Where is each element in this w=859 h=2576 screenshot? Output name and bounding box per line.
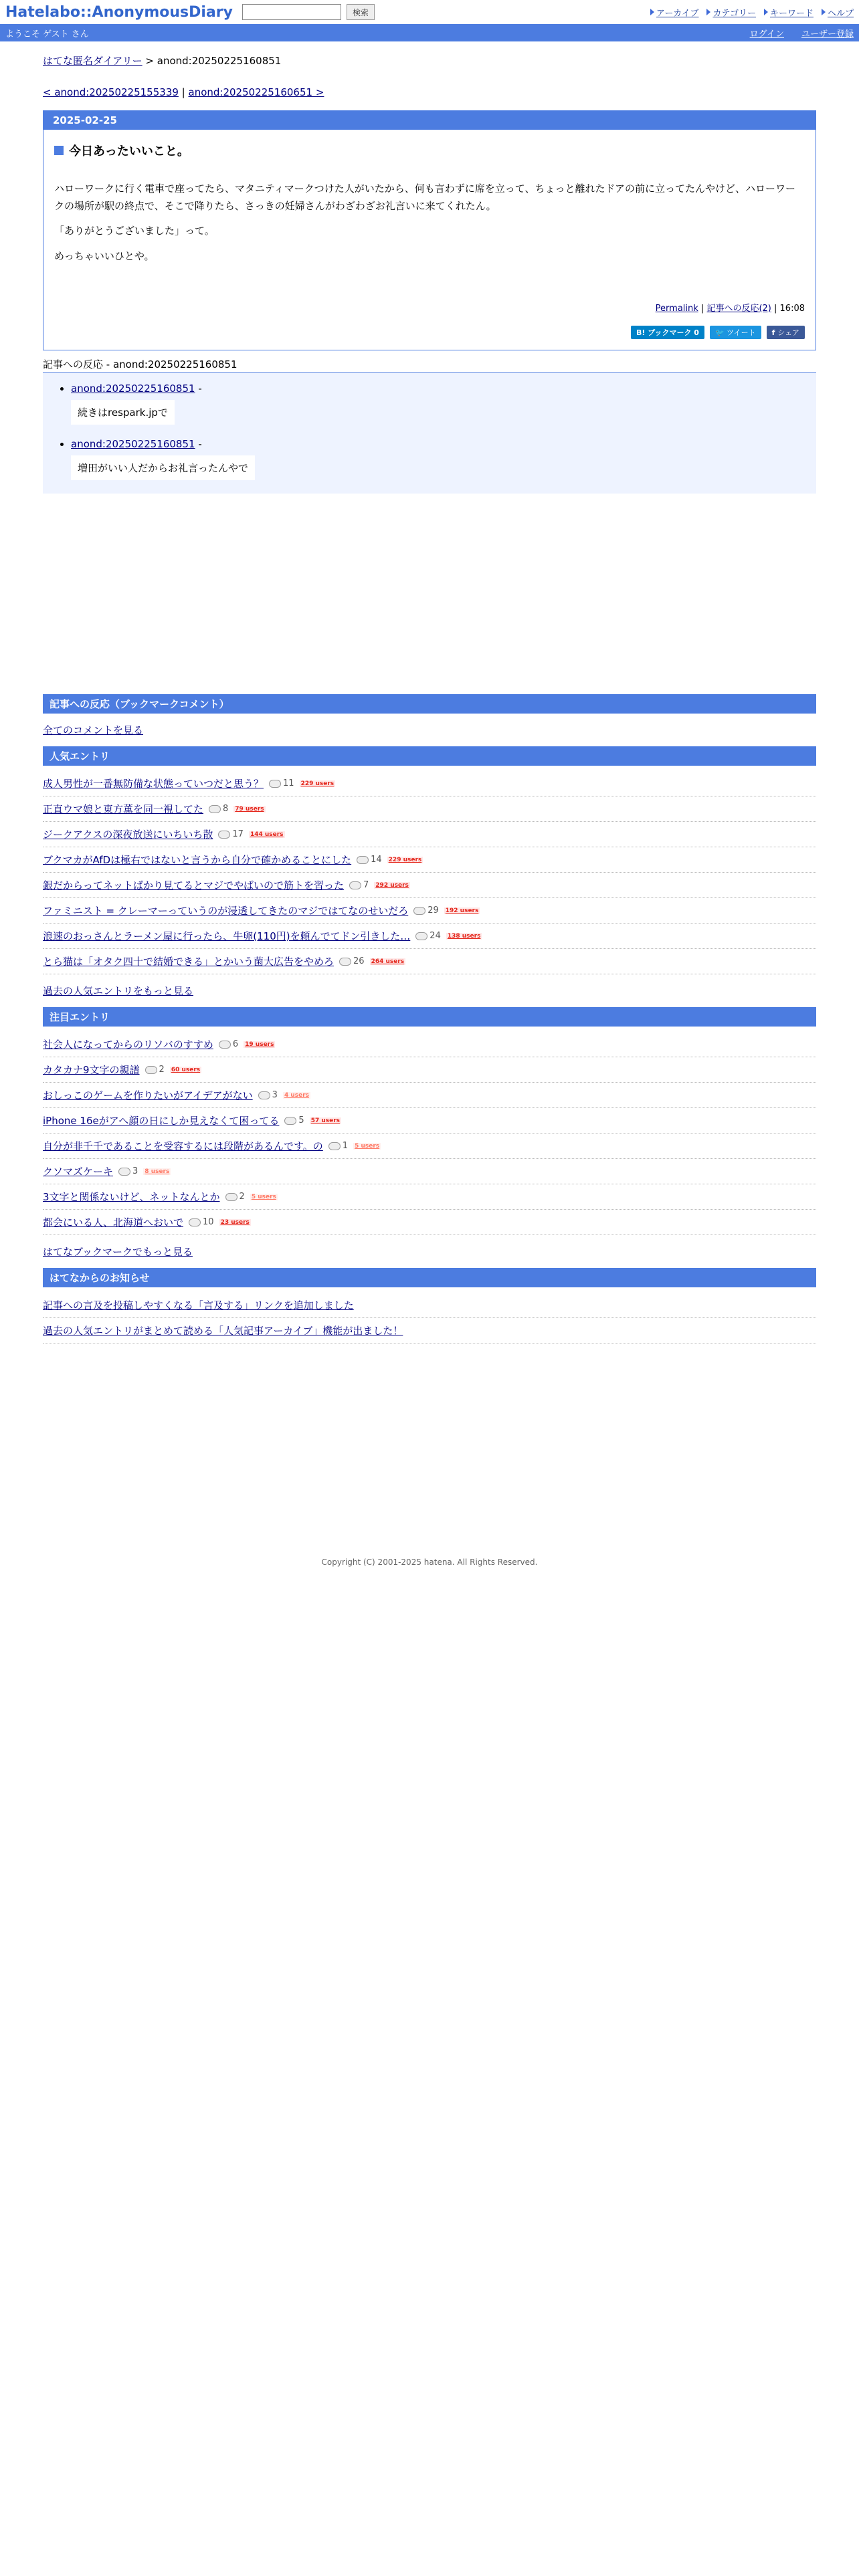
comment-count-value: 3	[132, 1166, 138, 1176]
entry-paragraph: 「ありがとうございました」って。	[54, 225, 215, 237]
square-icon	[54, 146, 64, 155]
comment-count[interactable]	[339, 956, 365, 966]
users-badge[interactable]: 5 users	[251, 1193, 276, 1200]
comment-count[interactable]	[349, 880, 369, 890]
users-badge[interactable]: 8 users	[145, 1168, 170, 1175]
entry-title-text: 今日あったいいこと。	[69, 144, 189, 158]
comment-bubble-icon	[189, 1218, 201, 1226]
reactions-count-link[interactable]: 記事への反応(2)	[706, 304, 771, 314]
welcome-bar	[0, 24, 859, 41]
breadcrumb-separator: >	[142, 55, 157, 67]
users-badge[interactable]: 138 users	[447, 932, 481, 940]
nav-keyword[interactable]	[764, 6, 814, 19]
popular-entries-heading: 人気エントリ	[43, 746, 816, 766]
share-buttons	[54, 326, 805, 339]
list-item	[43, 1159, 816, 1184]
news-item	[43, 1293, 816, 1318]
main-content	[43, 41, 816, 1567]
comment-count-value: 2	[239, 1192, 245, 1202]
comment-count[interactable]	[219, 1039, 238, 1049]
entry-link[interactable]: クソマズケーキ	[43, 1166, 114, 1178]
comment-count-value: 24	[430, 931, 441, 941]
comment-bubble-icon	[225, 1193, 237, 1201]
users-badge[interactable]: 4 users	[284, 1091, 309, 1099]
list-item	[43, 771, 816, 796]
comment-count-value: 8	[223, 804, 229, 814]
entry-link[interactable]: 銀だからってネットばかり見てるとマジでやばいので筋トを習った	[43, 879, 345, 891]
footer-copyright: Copyright (C) 2001-2025 hatena. All Rights Reserved.	[321, 1558, 538, 1567]
entry-link[interactable]: おしっこのゲームを作りたいがアイデアがない	[43, 1089, 253, 1101]
list-item	[43, 822, 816, 847]
login-link[interactable]: ログイン	[749, 29, 784, 39]
users-badge[interactable]: 79 users	[235, 805, 264, 813]
comment-count-value: 5	[298, 1115, 304, 1125]
welcome-text: ようこそ ゲスト さん	[5, 29, 89, 39]
prev-next-nav	[43, 86, 816, 98]
entry-link[interactable]: ブクマカがAfDは極右ではないと言うから自分で確かめることにした	[43, 854, 352, 866]
list-item	[43, 924, 816, 949]
users-badge[interactable]: 292 users	[375, 881, 409, 889]
twitter-bird-icon: 🐦	[714, 328, 727, 337]
comment-bubble-icon	[284, 1117, 296, 1125]
entry-link[interactable]: 3文字と関係ないけど、ネットなんとか	[43, 1191, 220, 1203]
nav-help[interactable]	[822, 6, 854, 19]
nav-archive[interactable]	[650, 6, 699, 19]
entry-link[interactable]: 成人男性が一番無防備な状態っていつだと思う？	[43, 778, 264, 790]
all-comments-link[interactable]: 全てのコメントを見る	[43, 724, 144, 736]
comment-bubble-icon	[269, 780, 281, 788]
triangle-icon	[764, 9, 768, 15]
comment-count[interactable]	[225, 1192, 245, 1202]
news-heading: はてなからのお知らせ	[43, 1268, 816, 1287]
entry-time: 16:08	[779, 304, 805, 314]
list-item	[43, 1184, 816, 1210]
prev-next-separator: |	[178, 86, 189, 98]
entry-link[interactable]: ファミニスト = クレーマーっていうのが浸透してきたのマジではてなのせいだろ	[43, 905, 409, 917]
tweet-button[interactable]	[710, 326, 761, 339]
entry-link[interactable]: 自分が非千千であることを受容するには段階があるんです。の	[43, 1140, 323, 1152]
triangle-icon	[706, 9, 710, 15]
comment-bubble-icon	[413, 907, 425, 915]
comment-count[interactable]	[145, 1065, 165, 1075]
breadcrumb-current: anond:20250225160851	[157, 55, 282, 67]
nav-archive-label: アーカイブ	[656, 8, 699, 19]
hot-entries-heading: 注目エントリ	[43, 1007, 816, 1027]
breadcrumb-home[interactable]: はてな匿名ダイアリー	[43, 55, 142, 67]
news-link[interactable]: 記事への言及を投稿しやすくなる「言及する」リンクを追加しました	[43, 1299, 354, 1311]
entry-link[interactable]: 正直ウマ娘と東方薫を同一視してた	[43, 803, 204, 815]
list-item	[43, 796, 816, 822]
users-badge[interactable]: 144 users	[250, 831, 284, 838]
triangle-icon	[822, 9, 826, 15]
comment-count[interactable]	[284, 1115, 304, 1125]
comment-count-value: 2	[159, 1065, 165, 1075]
hot-entries-list	[43, 1032, 816, 1235]
comment-count[interactable]	[328, 1141, 348, 1151]
facebook-share-button[interactable]	[767, 326, 805, 339]
comment-count-value: 1	[342, 1141, 349, 1151]
diary-entry	[43, 110, 816, 350]
comment-count[interactable]	[413, 905, 439, 916]
entry-link[interactable]: 社会人になってからのリソバのすすめ	[43, 1039, 213, 1051]
news-link[interactable]: 過去の人気エントリがまとめて読める「人気記事アーカイブ」機能が出ました！	[43, 1325, 403, 1337]
comment-count[interactable]	[189, 1217, 214, 1227]
news-list	[43, 1293, 816, 1344]
comment-count-value: 26	[353, 956, 365, 966]
comment-bubble-icon	[219, 1041, 231, 1049]
users-badge[interactable]: 229 users	[388, 856, 422, 863]
users-badge[interactable]: 192 users	[445, 907, 479, 914]
comment-bubble-icon	[118, 1168, 130, 1176]
reactions-heading: 記事への反応 - anond:20250225160851	[43, 357, 816, 373]
more-popular-link[interactable]: 過去の人気エントリをもっと見る	[43, 985, 194, 997]
comment-bubble-icon	[209, 805, 221, 813]
news-item	[43, 1318, 816, 1344]
users-badge[interactable]: 23 users	[220, 1218, 250, 1226]
comment-bubble-icon	[258, 1091, 270, 1099]
comment-count-value: 10	[203, 1217, 214, 1227]
users-badge[interactable]: 19 users	[245, 1041, 274, 1048]
list-item	[43, 1057, 816, 1083]
search-button[interactable]: 検索	[347, 4, 375, 20]
comment-count-value: 11	[283, 778, 294, 788]
next-entry-link[interactable]: anond:20250225160651 >	[188, 86, 324, 98]
top-nav	[650, 6, 854, 19]
hatena-bookmark-button[interactable]: B! ブックマーク 0	[631, 326, 704, 339]
permalink[interactable]: Permalink	[655, 304, 698, 314]
comment-bubble-icon	[339, 958, 351, 966]
list-item	[43, 1083, 816, 1108]
reaction-quote: 増田がいい人だからお礼言ったんやで	[71, 455, 255, 480]
entry-footer: Permalink | 記事への反応(2) | 16:08	[655, 304, 805, 314]
list-item	[43, 898, 816, 924]
entry-paragraph: ハローワークに行く電車で座ってたら、マタニティマークつけた人がいたから、何も言わずに席を立って、ちょっと離れたドアの前に立ってたんやけど、ハローワークの場所が駅の終点で、そこで降りたら、さっきの妊婦さんがわざわざお礼言いに来てくれたん。	[54, 183, 796, 212]
site-logo[interactable]: Hatelabo::AnonymousDiary	[5, 3, 233, 21]
users-badge[interactable]: 264 users	[371, 958, 405, 965]
popular-entries-list	[43, 771, 816, 974]
comment-bubble-icon	[349, 881, 361, 889]
entry-link[interactable]: 浪速のおっさんとラーメン屋に行ったら、牛卵(110円)を頼んでてドン引きした…	[43, 930, 411, 942]
entry-paragraph: めっちゃいいひとや。	[54, 249, 155, 262]
list-item	[43, 949, 816, 974]
entry-link[interactable]: カタカナ9文字の親譜	[43, 1064, 140, 1076]
prev-entry-link[interactable]: < anond:20250225155339	[43, 86, 179, 98]
entry-link[interactable]: とら猫は「オタク四十で結婚できる」とかいう菌大広告をやめろ	[43, 956, 335, 968]
entry-date: 2025-02-25	[43, 111, 816, 130]
comment-count[interactable]	[269, 778, 294, 788]
comment-count-value: 7	[363, 880, 369, 890]
comment-count[interactable]	[209, 804, 228, 814]
reaction-quote: 続きはrespark.jpで	[71, 400, 175, 425]
reaction-link[interactable]: anond:20250225160851	[71, 438, 195, 450]
nav-category[interactable]	[706, 6, 755, 19]
comment-count-value: 3	[272, 1090, 278, 1100]
list-item	[43, 1032, 816, 1057]
search-input[interactable]	[242, 4, 341, 20]
reactions-list	[43, 373, 816, 494]
triangle-icon	[650, 9, 654, 15]
comment-count-value: 17	[232, 829, 244, 839]
list-item	[43, 873, 816, 898]
comment-bubble-icon	[357, 856, 369, 864]
facebook-share-label: シェア	[777, 328, 799, 337]
reaction-dash: -	[198, 383, 202, 395]
register-link[interactable]: ユーザー登録	[801, 29, 854, 39]
users-badge[interactable]: 60 users	[171, 1066, 201, 1073]
list-item	[43, 1134, 816, 1159]
bookmark-comments-heading: 記事への反応（ブックマークコメント）	[43, 694, 816, 714]
list-item	[43, 847, 816, 873]
nav-help-label: ヘルプ	[827, 8, 854, 19]
users-badge[interactable]: 229 users	[300, 780, 335, 787]
comment-bubble-icon	[218, 831, 230, 839]
ad-space	[43, 494, 816, 694]
nav-keyword-label: キーワード	[769, 8, 814, 19]
comment-bubble-icon	[145, 1066, 157, 1074]
list-item	[43, 1108, 816, 1134]
entry-link[interactable]: ジークアクスの深夜放送にいちいち散	[43, 829, 213, 841]
comment-count[interactable]	[415, 931, 441, 941]
comment-count[interactable]	[218, 829, 244, 839]
list-item	[43, 1210, 816, 1235]
comment-count-value: 29	[427, 905, 439, 916]
facebook-icon: f	[771, 328, 778, 337]
reaction-item	[71, 383, 805, 425]
reaction-dash: -	[198, 438, 202, 450]
more-hot-link[interactable]: はてなブックマークでもっと見る	[43, 1246, 193, 1258]
comment-bubble-icon	[328, 1142, 341, 1150]
tweet-label: ツイート	[727, 328, 756, 337]
users-badge[interactable]: 5 users	[355, 1142, 380, 1150]
comment-bubble-icon	[415, 932, 427, 940]
nav-category-label: カテゴリー	[712, 8, 756, 19]
comment-count-value: 6	[232, 1039, 239, 1049]
reaction-link[interactable]: anond:20250225160851	[71, 383, 195, 395]
entry-title	[54, 142, 805, 159]
comment-count[interactable]	[258, 1090, 278, 1100]
comment-count[interactable]	[357, 855, 382, 865]
entry-link[interactable]: iPhone 16eがアへ顔の日にしか見えなくて困ってる	[43, 1115, 280, 1127]
comment-count[interactable]	[118, 1166, 138, 1176]
entry-link[interactable]: 都会にいる人、北海道へおいで	[43, 1216, 184, 1228]
reaction-item	[71, 438, 805, 480]
users-badge[interactable]: 57 users	[310, 1117, 341, 1124]
comment-count-value: 14	[371, 855, 382, 865]
top-bar	[0, 0, 859, 24]
breadcrumb	[43, 53, 816, 68]
